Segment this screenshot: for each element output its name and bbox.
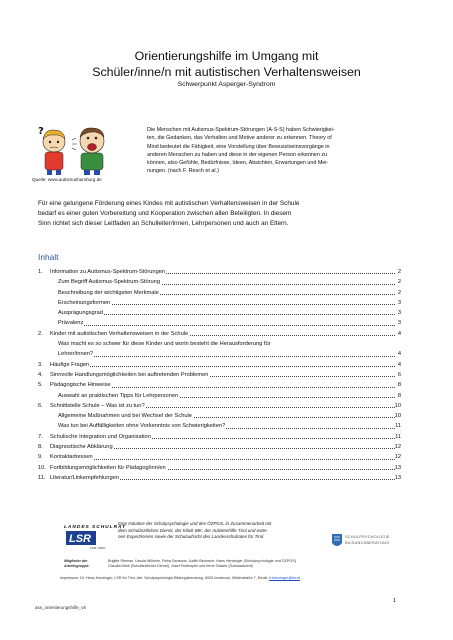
member-label-line: Mitglieder der <box>64 559 88 563</box>
toc-entry[interactable] <box>38 442 401 452</box>
member-names <box>108 559 296 569</box>
toc-entry[interactable] <box>38 308 401 318</box>
cartoon-illustration <box>32 120 114 176</box>
sb-logo-line2: BILDUNGSBERATUNG <box>345 540 390 545</box>
lsr-logo-subtext: FÜR TIROL <box>90 546 106 550</box>
toc-entry-page: 10 <box>394 402 401 409</box>
toc-entry-page: 4 <box>397 361 401 368</box>
toc-entry-label: Zum Begriff Autismus-Spektrum-Störung <box>58 277 161 287</box>
toc-entry[interactable] <box>38 329 401 339</box>
toc-entry-number: 3. <box>38 361 43 368</box>
member-line: Claudia Mark (Schulärztlicher Dienst), Josef Federspiel und Irene Gasser (Schulaufsicht) <box>108 564 253 568</box>
toc-entry[interactable] <box>38 267 401 277</box>
toc-entry[interactable] <box>38 432 401 442</box>
table-of-contents <box>38 267 401 483</box>
paragraph-line: Für eine gelungene Förderung eines Kindes mit autistischen Verhaltensweisen in der Schule <box>38 200 300 207</box>
toc-entry-page: 11 <box>395 423 401 430</box>
toc-entry-label: Ausprägungsgrad <box>58 308 104 318</box>
toc-entry[interactable] <box>38 370 401 380</box>
toc-leader-dots <box>50 459 395 460</box>
impressum <box>60 576 393 580</box>
toc-entry-number: 9. <box>38 454 43 461</box>
intro-line: ten, die Gedanken, das Verhalten und Motive anderer zu erkennen. Theory of <box>147 135 332 142</box>
toc-entry-number: 5. <box>38 382 43 389</box>
member-line: Brigitte Rieman, Ursula Wilhelm, Petra Sansone, Judith Beimrohr, Hans Henzinger (Schulpsychologie und ÖZPGS) <box>108 559 296 563</box>
toc-leader-dots <box>58 314 395 315</box>
toc-entry-label: Lehrer/innen? <box>58 349 94 359</box>
sb-logo-icon <box>331 533 343 549</box>
toc-entry[interactable] <box>38 360 401 370</box>
toc-entry-number: 10. <box>38 464 46 471</box>
toc-entry-label: Allgemeine Maßnahmen und bei Wechsel der Schule <box>58 411 193 421</box>
svg-text:LSR: LSR <box>69 533 91 545</box>
member-label-line: Arbeitsgruppe: <box>64 564 90 568</box>
initiative-line: dem Schulärztlichen Dienst, der Klinik IBK, der Autistenhilfe Tirol und exter- <box>118 527 269 533</box>
toc-entry-page: 12 <box>394 444 401 451</box>
toc-entry-page: 3 <box>397 320 401 327</box>
toc-entry-label: Fortbildungsmöglichkeiten für Pädagog/inn/en <box>50 463 167 473</box>
member-label <box>64 559 90 569</box>
toc-heading: Inhalt <box>38 252 59 262</box>
toc-entry-number: 4. <box>38 371 43 378</box>
paragraph-line: bedarf es einer guten Vorbereitung und Kooperation zwischen allen Beteiligten. In diesem <box>38 210 292 218</box>
impressum-email-link[interactable]: h.henzinger@lsr.at <box>269 576 300 580</box>
toc-entry-label: Kontaktadressen <box>50 452 94 462</box>
toc-entry-label: Erscheinungsformen <box>58 298 111 308</box>
lsr-logo-text: LANDES SCHULRAT <box>64 525 127 530</box>
toc-entry-page: 4 <box>397 330 401 337</box>
toc-entry-page: 6 <box>397 371 401 378</box>
toc-entry-label: Auswahl an praktischen Tipps für Lehrpersonen <box>58 391 179 401</box>
toc-entry[interactable] <box>38 411 401 421</box>
intro-line: Mind bedeutet die Fähigkeit, eine Vorstellung über Bewusstseinsvorgänge in <box>147 143 330 150</box>
toc-entry[interactable] <box>38 380 401 390</box>
toc-entry-label: Pädagogische Hinweise <box>50 380 112 390</box>
toc-entry-page: 2 <box>397 279 401 286</box>
toc-entry[interactable] <box>38 452 401 462</box>
landesschulrat-logo <box>60 521 127 551</box>
image-caption: Quelle: www.autismushamburg.de <box>32 177 102 182</box>
toc-entry-page: 11 <box>395 433 401 440</box>
toc-entry-number: 8. <box>38 444 43 451</box>
toc-entry-page: 8 <box>397 392 401 399</box>
document-title-line-2: Schüler/inne/n mit autistischen Verhaltensweisen <box>92 65 361 79</box>
toc-entry[interactable] <box>38 298 401 308</box>
toc-entry-number: 6. <box>38 402 43 409</box>
page-number: 1 <box>393 598 397 604</box>
toc-entry-page: 2 <box>397 289 401 296</box>
intro-line: nungen. (nach F. Resch et al.) <box>147 168 219 175</box>
toc-entry-page: 3 <box>397 299 401 306</box>
purpose-paragraph <box>38 199 415 230</box>
intro-text <box>147 126 420 176</box>
toc-entry-page: 13 <box>394 474 401 481</box>
toc-entry-label: Schnittstelle Schule – Was ist zu tun? <box>50 401 146 411</box>
toc-entry[interactable] <box>38 288 401 298</box>
toc-entry-number: 7. <box>38 433 43 440</box>
toc-leader-dots <box>58 356 395 357</box>
toc-entry-page: 8 <box>397 382 401 389</box>
schulpsychologie-logo <box>331 531 399 551</box>
initiative-line: nen Expert/inn/en sowie der Schulaufsicht des Landesschulrates für Tirol. <box>118 534 265 540</box>
intro-line: können, also Gefühle, Bedürfnisse, Ideen, Absichten, Erwartungen und Mei- <box>147 160 329 167</box>
toc-entry[interactable] <box>38 391 401 401</box>
svg-text:?: ? <box>38 126 44 137</box>
initiative-line: Eine Initiative der Schulpsychologie und des ÖZPGS, in Zusammenarbeit mit <box>118 521 272 526</box>
toc-entry-page: 12 <box>394 454 401 461</box>
toc-entry-label: Häufige Fragen <box>50 360 90 370</box>
toc-entry-number: 2. <box>38 330 43 337</box>
intro-line: anderen Menschen zu haben und diese in der eigenen Person erkennen zu <box>147 151 328 158</box>
toc-entry[interactable] <box>38 318 401 328</box>
toc-entry-label: Kinder mit autistischen Verhaltensweisen in der Schule <box>50 329 189 339</box>
toc-entry-number: 1. <box>38 269 43 275</box>
toc-entry-page: 4 <box>397 351 401 358</box>
toc-entry[interactable] <box>38 463 401 473</box>
toc-entry-label: Schulische Integration und Organisation <box>50 432 152 442</box>
toc-entry[interactable] <box>38 277 401 287</box>
paragraph-line: Sinn richtet sich dieser Leitfaden an Schulleiter/innen, Lehrpersonen und auch an Eltern. <box>38 220 289 228</box>
toc-entry-label: Information zu Autismus-Spektrum-Störungen <box>50 267 166 277</box>
toc-entry-label: Beschreibung der wichtigsten Merkmale <box>58 288 160 298</box>
toc-entry-label: Literatur/Linkempfehlungen <box>50 473 120 483</box>
file-name: ass_orientierungshilfe_v5 <box>35 605 87 610</box>
toc-entry[interactable] <box>38 401 401 411</box>
toc-entry-number: 11. <box>38 474 46 481</box>
document-subtitle: Schwerpunkt Asperger-Syndrom <box>177 81 276 88</box>
toc-entry-page: 10 <box>394 413 401 420</box>
toc-entry-page: 2 <box>397 269 401 275</box>
impressum-text: Impressum: Dr. Hans Henzinger, LSR für Tirol, Abt. Schulpsychologie-Bildungsberatung, 6020 Innsbruck, Müllerstraße 7, Email: <box>60 576 270 580</box>
toc-entry[interactable] <box>38 473 401 483</box>
toc-leader-dots <box>58 325 395 326</box>
toc-leader-dots <box>50 366 395 367</box>
toc-entry-label: Sinnvolle Handlungsmöglichkeiten bei auftretenden Problemen <box>50 370 209 380</box>
toc-entry-label: Diagnostische Abklärung <box>50 442 114 452</box>
toc-entry-page: 13 <box>394 464 401 471</box>
toc-entry-label: Prävalenz <box>58 318 84 328</box>
toc-entry-label: Was macht es so schwer für diese Kinder und worin besteht die Herausforderung für <box>58 339 272 349</box>
initiative-note <box>118 521 330 541</box>
toc-entry[interactable] <box>38 339 401 349</box>
sb-logo-line1: SCHULPSYCHOLOGIE <box>345 534 390 539</box>
toc-entry[interactable] <box>38 349 401 359</box>
toc-entry-page: 3 <box>397 310 401 317</box>
intro-line: Die Menschen mit Autismus-Spektrum-Störungen (A-S-S) haben Schwierigkei- <box>147 127 335 133</box>
toc-entry[interactable] <box>38 421 401 431</box>
toc-entry-label: Was tun bei Auffälligkeiten ohne Vorkenntnis von Schwierigkeiten? <box>58 421 226 431</box>
document-title-line-1: Orientierungshilfe im Umgang mit <box>134 49 319 63</box>
